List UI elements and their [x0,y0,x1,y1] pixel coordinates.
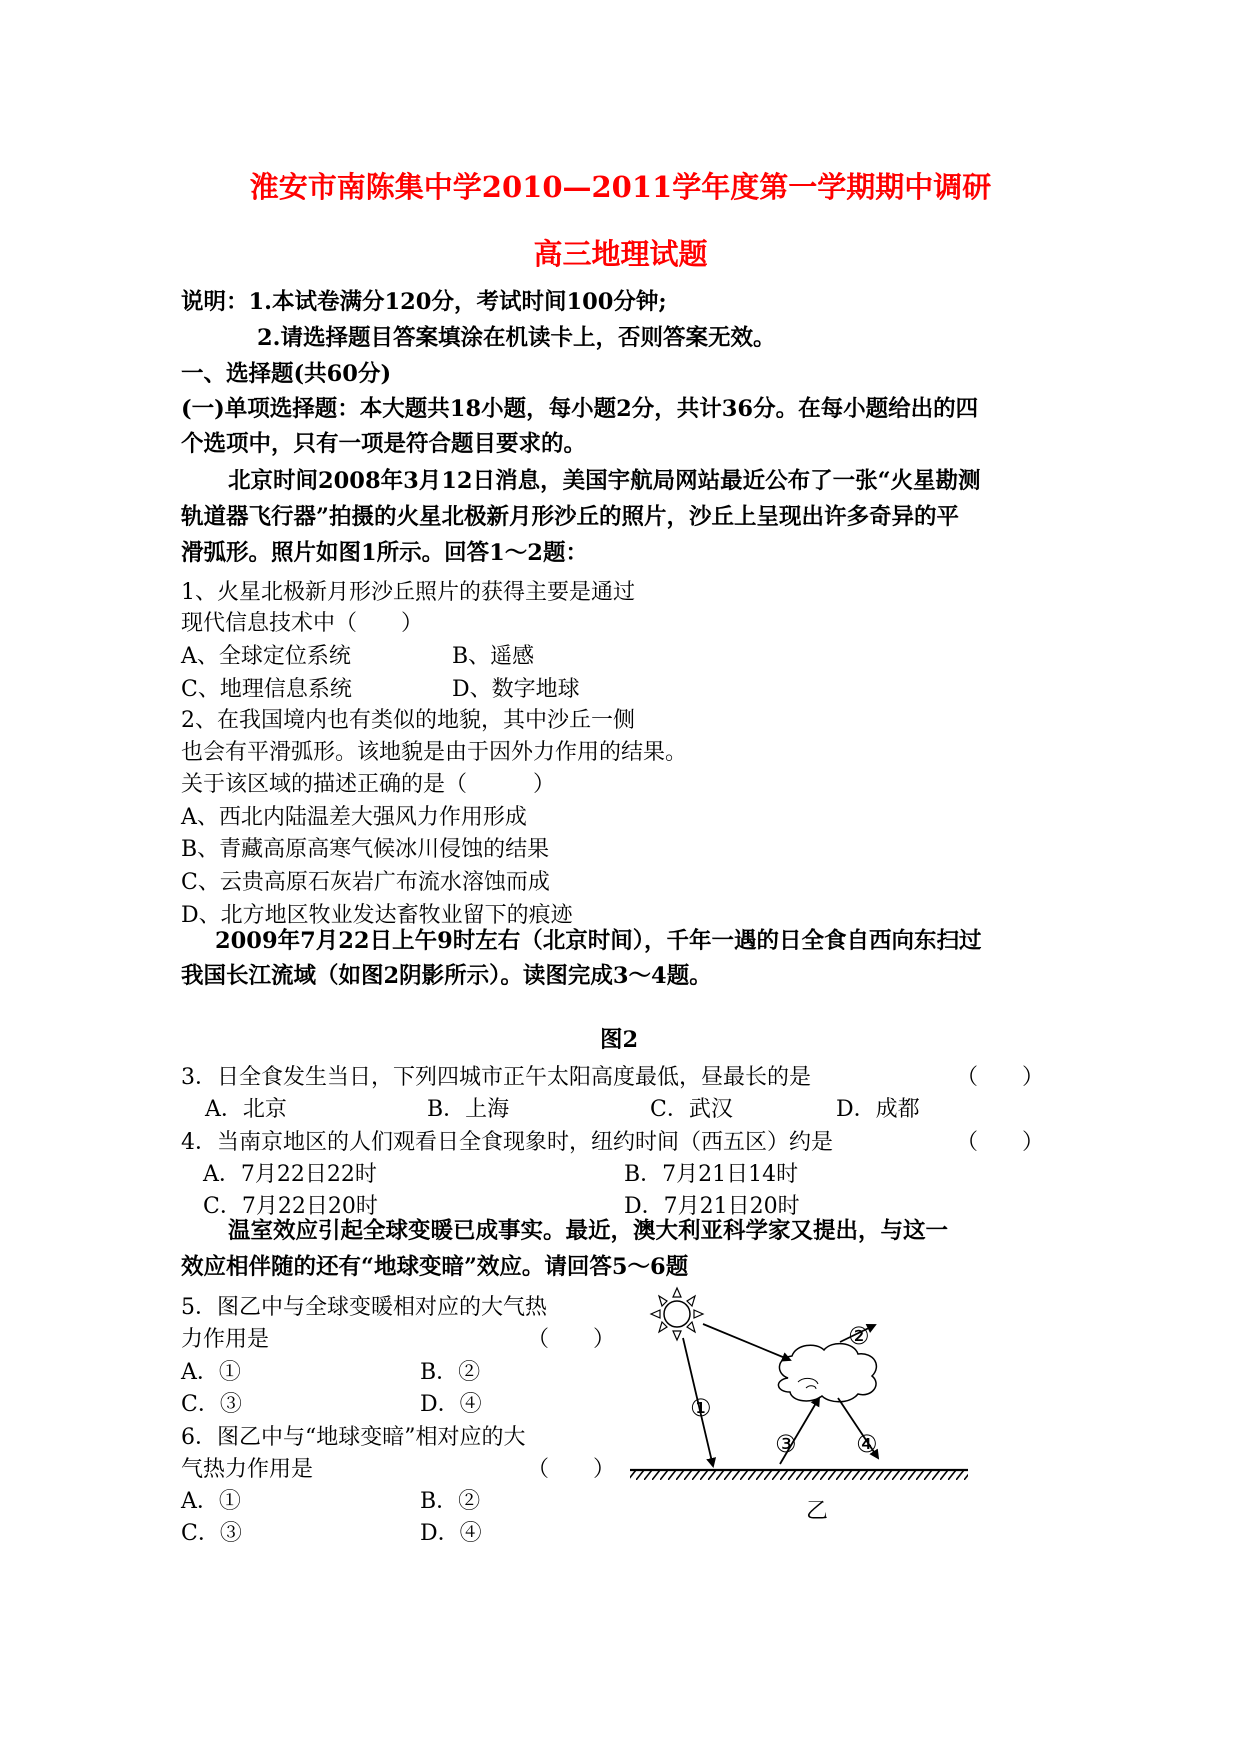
section-heading: 一、选择题(共60分) [181,361,392,387]
q5-option-c: C．③ [181,1392,242,1417]
page-subtitle: 高三地理试题 [533,237,708,271]
q3-option-c: C．武汉 [650,1097,733,1122]
q3-option-d: D．成都 [836,1097,920,1122]
q2-option-d: D、北方地区牧业发达畜牧业留下的痕迹 [181,903,573,928]
figure-yi-caption: 乙 [806,1499,829,1524]
q5-stem-1: 5．图乙中与全球变暖相对应的大气热 [181,1295,547,1320]
passage-3-line-2: 效应相伴随的还有“地球变暗”效应。请回答5～6题 [181,1254,689,1280]
instruction-line-1: 说明：1.本试卷满分120分，考试时间100分钟; [181,289,667,315]
q2-option-c: C、云贵高原石灰岩广布流水溶蚀而成 [181,870,550,895]
cloud-icon [778,1344,876,1402]
q4-paren: （ ） [956,1130,1045,1155]
q2-stem-2: 也会有平滑弧形。该地貌是由于因外力作用的结果。 [181,740,688,765]
passage-2-line-2: 我国长江流域（如图2阴影所示）。读图完成3～4题。 [181,963,712,989]
q4-option-d: D．7月21日20时 [624,1194,800,1219]
ground-hatch [630,1471,968,1480]
arrow-sun-to-cloud [703,1324,790,1360]
passage-1-line-1: 北京时间2008年3月12日消息，美国宇航局网站最近公布了一张“火星勘测 [228,468,981,494]
q5-option-b: B．② [420,1360,481,1385]
label-2: ② [848,1322,870,1350]
q1-stem-2: 现代信息技术中（ ） [181,611,424,636]
q4-option-b: B．7月21日14时 [624,1162,799,1187]
q6-stem-2: 气热力作用是 [181,1457,314,1482]
page-title: 淮安市南陈集中学2010—2011学年度第一学期期中调研 [249,170,992,204]
sun-icon [651,1288,703,1340]
q6-stem-1: 6．图乙中与“地球变暗”相对应的大 [181,1425,526,1450]
passage-1-line-2: 轨道器飞行器”拍摄的火星北极新月形沙丘的照片，沙丘上呈现出许多奇异的平 [181,504,959,530]
q2-stem-1: 2、在我国境内也有类似的地貌，其中沙丘一侧 [181,708,635,733]
label-4: ④ [856,1430,878,1458]
passage-1-line-3: 滑弧形。照片如图1所示。回答1～2题： [181,540,588,566]
q5-paren: （ ） [527,1327,616,1352]
q3-option-b: B．上海 [427,1097,510,1122]
q6-option-b: B．② [420,1489,481,1514]
passage-2-line-1: 2009年7月22日上午9时左右（北京时间），千年一遇的日全食自西向东扫过 [215,928,982,954]
q4-stem: 4．当南京地区的人们观看日全食现象时，纽约时间（西五区）约是 [181,1130,833,1155]
q5-option-d: D．④ [420,1392,482,1417]
subsection-desc-line-1: (一)单项选择题：本大题共18小题，每小题2分，共计36分。在每小题给出的四 [181,396,979,422]
label-1: ① [690,1394,712,1422]
q4-option-c: C．7月22日20时 [203,1194,378,1219]
q1-option-a: A、全球定位系统 [181,644,351,669]
figure-2-label: 图2 [600,1027,639,1053]
q6-paren: （ ） [527,1457,616,1482]
q1-stem-1: 1、火星北极新月形沙丘照片的获得主要是通过 [181,580,635,605]
q1-option-c: C、地理信息系统 [181,677,352,702]
q6-option-c: C．③ [181,1521,242,1546]
q5-option-a: A．① [181,1360,241,1385]
q3-paren: （ ） [956,1065,1045,1090]
passage-3-line-1: 温室效应引起全球变暖已成事实。最近，澳大利亚科学家又提出，与这一 [228,1218,949,1244]
q2-option-b: B、青藏高原高寒气候冰川侵蚀的结果 [181,837,550,862]
q2-option-a: A、西北内陆温差大强风力作用形成 [181,805,527,830]
q5-stem-2: 力作用是 [181,1327,270,1352]
q4-option-a: A．7月22日22时 [203,1162,377,1187]
q3-option-a: A．北京 [205,1097,287,1122]
q6-option-a: A．① [181,1489,241,1514]
q3-stem: 3．日全食发生当日，下列四城市正午太阳高度最低，昼最长的是 [181,1065,811,1090]
q1-option-b: B、遥感 [452,644,535,669]
instruction-line-2: 2.请选择题目答案填涂在机读卡上，否则答案无效。 [257,325,776,351]
q6-option-d: D．④ [420,1521,482,1546]
subsection-desc-line-2: 个选项中，只有一项是符合题目要求的。 [181,431,587,457]
q2-stem-3: 关于该区域的描述正确的是（ ） [181,772,556,797]
atmosphere-heat-diagram [620,1270,980,1530]
q1-option-d: D、数字地球 [452,677,580,702]
label-3: ③ [775,1430,797,1458]
